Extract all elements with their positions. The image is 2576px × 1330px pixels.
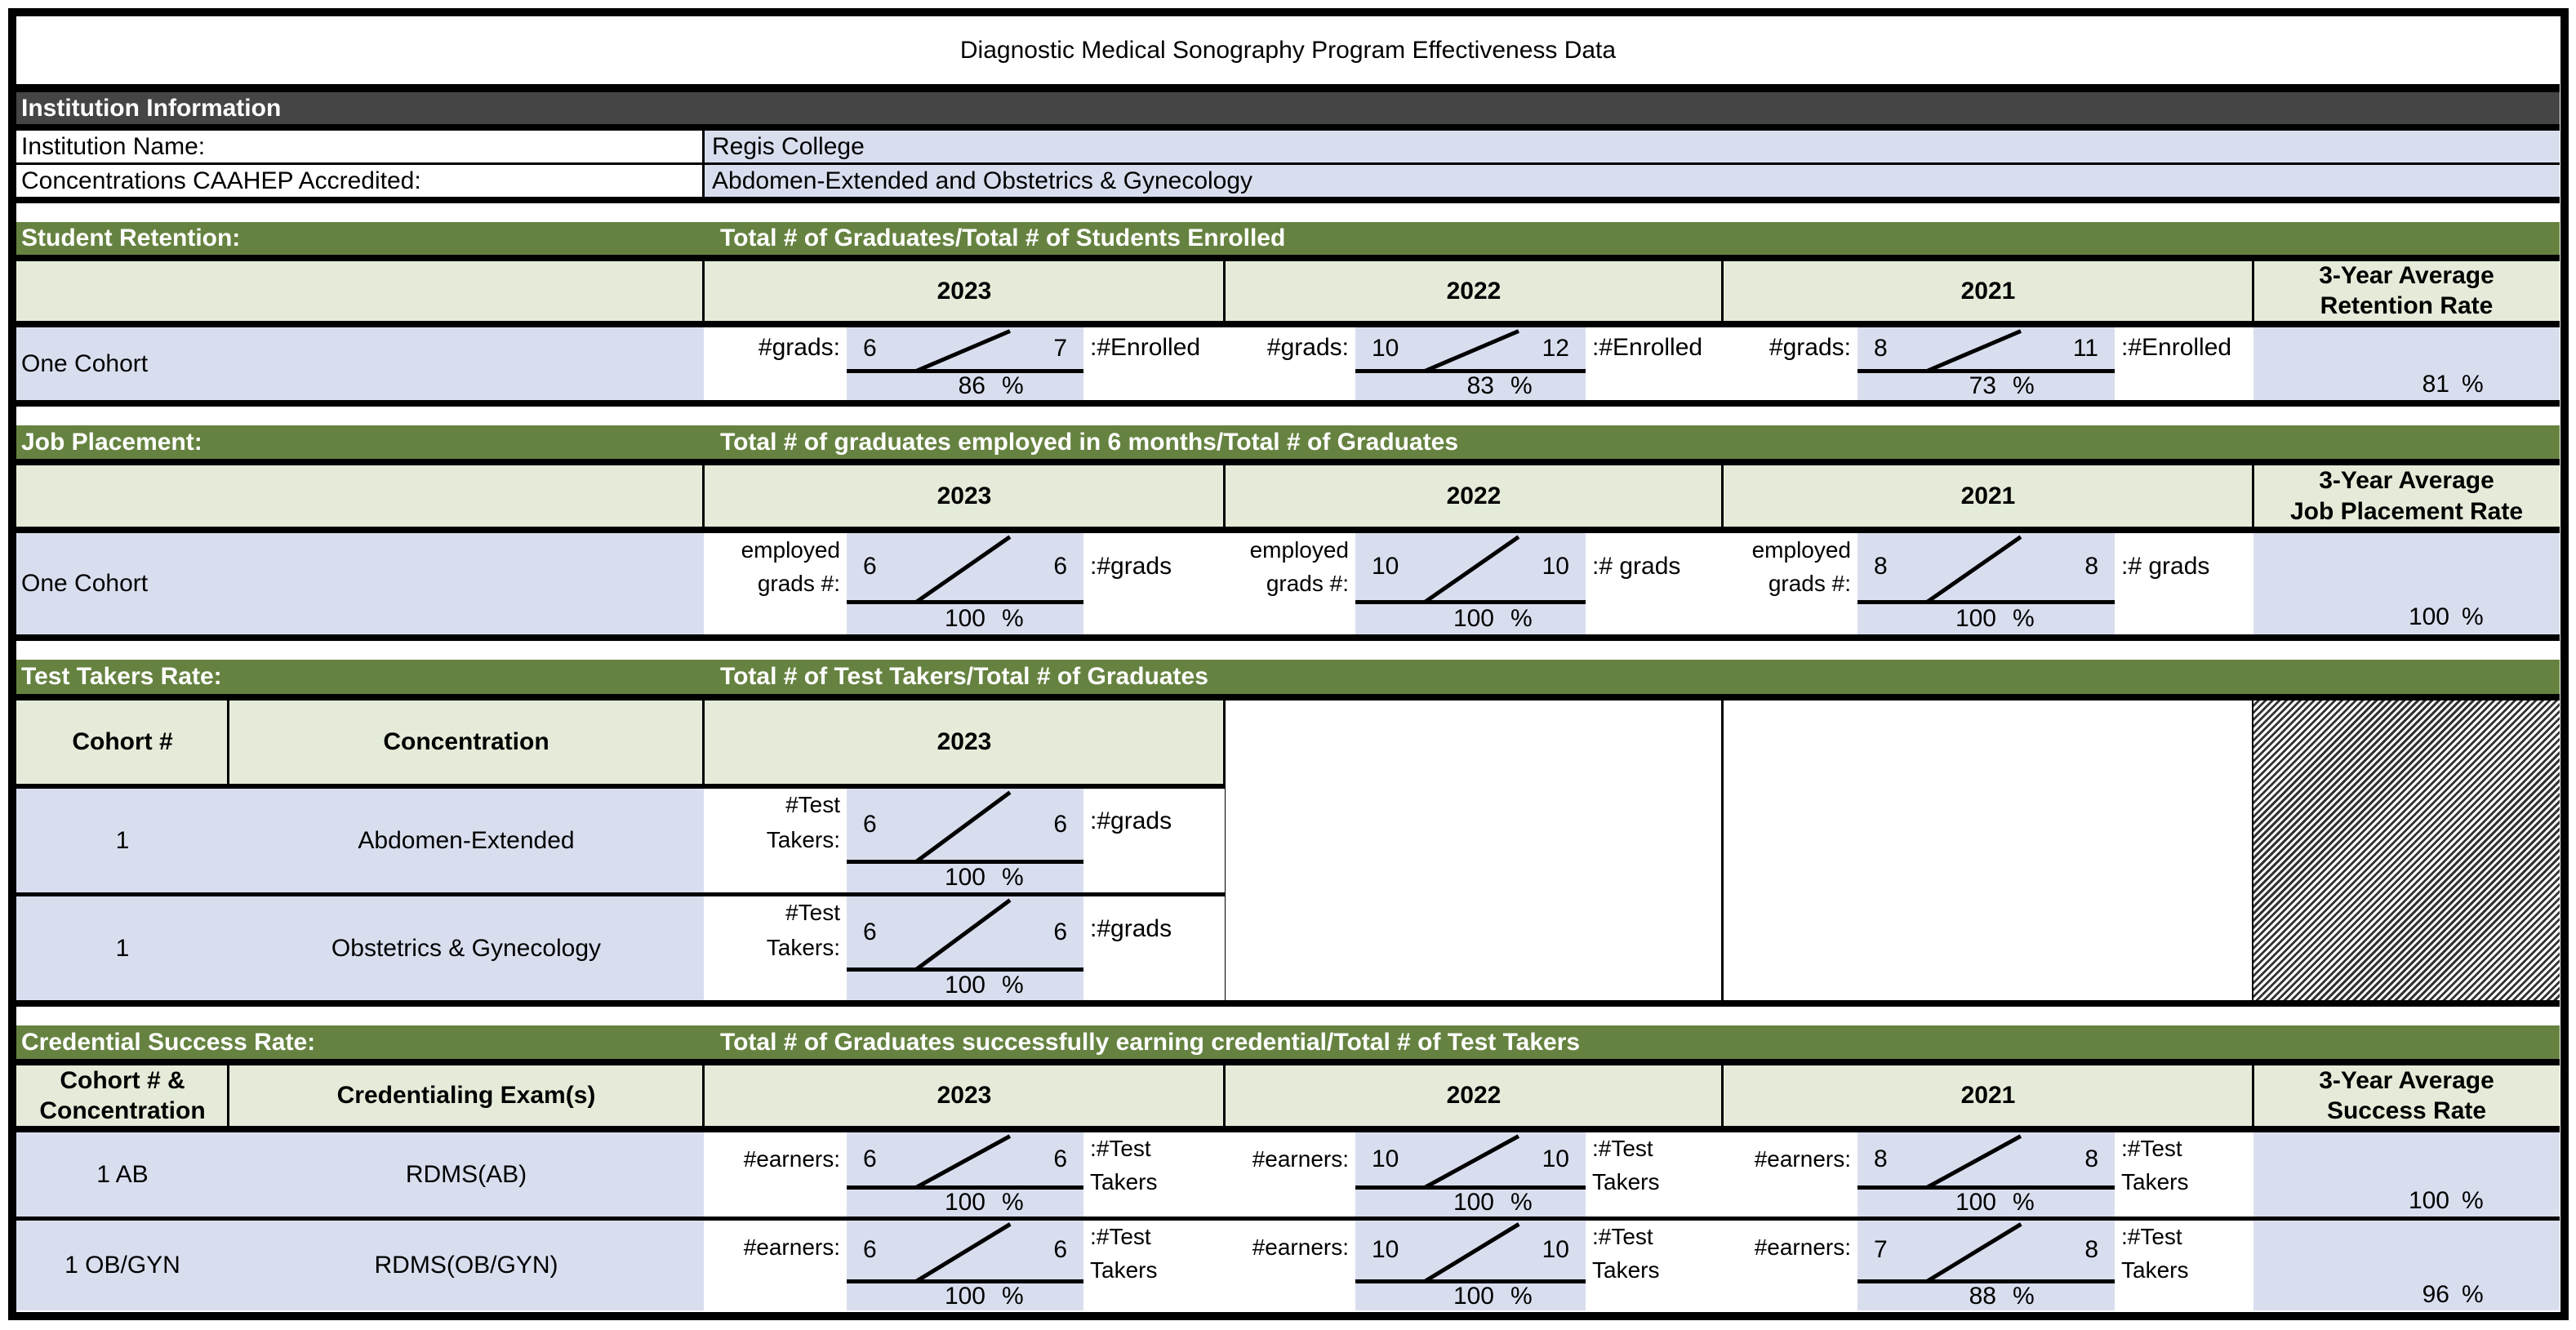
takers-label: Takers	[1090, 1169, 1158, 1194]
section-job-placement	[16, 425, 2560, 459]
enrolled-label: :#Enrolled	[2121, 333, 2232, 361]
placement-denominator: 6	[1053, 553, 1067, 580]
percent-sign: %	[2462, 1187, 2484, 1214]
grads-label: :# grads	[1592, 553, 1681, 580]
section-description: Total # of Test Takers/Total # of Graduates	[720, 663, 1208, 690]
credential-percent: 88	[1969, 1283, 1996, 1310]
test-label: #Test	[785, 792, 840, 817]
year-header: 2023	[937, 482, 992, 509]
placement-denominator: 10	[1542, 553, 1569, 580]
placement-numerator: 10	[1372, 553, 1399, 580]
credential-percent: 100	[1453, 1283, 1494, 1310]
grads-label: #grads:	[1266, 333, 1349, 361]
credential-percent: 100	[1955, 1189, 1996, 1216]
grads-label: :#grads	[1090, 807, 1172, 834]
takers-label: Takers	[1592, 1169, 1660, 1194]
percent-sign: %	[2013, 372, 2035, 399]
percent-sign: %	[1002, 605, 1024, 632]
percent-sign: %	[2013, 1283, 2035, 1310]
retention-percent: 83	[1466, 372, 1494, 399]
credential-denominator: 8	[2084, 1145, 2098, 1172]
grads-label: grads #:	[1768, 571, 1851, 596]
divider	[16, 1126, 2560, 1132]
concentrations-value: Abdomen-Extended and Obstetrics & Gynecology	[712, 167, 1253, 194]
not-applicable-hatch	[2253, 701, 2560, 1000]
year-header: 2023	[937, 1082, 992, 1109]
percent-sign: %	[1510, 1189, 1533, 1216]
divider	[16, 124, 2560, 131]
percent-sign: %	[1510, 605, 1533, 632]
percent-sign: %	[1002, 372, 1024, 399]
percent-sign: %	[2462, 603, 2484, 630]
avg-header-line1: 3-Year Average	[2319, 1066, 2494, 1094]
avg-header-line1: 3-Year Average	[2319, 262, 2494, 289]
year-header: 2021	[1960, 1082, 2016, 1109]
section-description: Total # of Graduates successfully earning credential/Total # of Test Takers	[720, 1028, 1581, 1056]
percent-sign: %	[1510, 1283, 1533, 1310]
avg-header-line1: 3-Year Average	[2319, 467, 2494, 494]
cohort-concentration: 1 OB/GYN	[65, 1252, 180, 1279]
retention-denominator: 7	[1053, 334, 1067, 362]
cohort-concentration: 1 AB	[96, 1160, 149, 1188]
year-header: 2022	[1446, 1082, 1502, 1109]
test-label: :#Test	[1592, 1136, 1653, 1161]
takers-label: Takers	[1090, 1257, 1158, 1283]
divider	[16, 400, 2560, 407]
percent-sign: %	[2462, 1281, 2484, 1308]
divider	[702, 131, 705, 197]
test-label: :#Test	[1090, 1136, 1151, 1161]
retention-percent: 73	[1969, 372, 1996, 399]
test-takers-denominator: 6	[1053, 810, 1067, 838]
credential-numerator: 7	[1874, 1236, 1888, 1263]
takers-label: Takers	[1592, 1257, 1660, 1283]
grads-label: grads #:	[1266, 571, 1349, 596]
concentration: Obstetrics & Gynecology	[331, 934, 602, 962]
test-label: :#Test	[1592, 1224, 1653, 1249]
percent-sign: %	[2013, 605, 2035, 632]
credential-percent: 100	[944, 1189, 985, 1216]
test-label: :#Test	[2121, 1224, 2182, 1249]
year-header: 2023	[937, 277, 992, 305]
col-exam: Credentialing Exam(s)	[336, 1082, 596, 1109]
percent-sign: %	[1002, 1189, 1024, 1216]
takers-label: Takers:	[766, 934, 840, 960]
placement-numerator: 8	[1874, 553, 1888, 580]
percent-sign: %	[1002, 864, 1024, 891]
credential-numerator: 6	[863, 1236, 877, 1263]
takers-label: Takers	[2121, 1169, 2189, 1194]
divider	[16, 321, 2560, 327]
credential-average: 100	[2408, 1187, 2449, 1214]
credential-numerator: 6	[863, 1145, 877, 1172]
retention-denominator: 11	[2072, 334, 2098, 362]
section-institution-info: Institution Information	[16, 92, 2560, 124]
earners-label: #earners:	[1252, 1145, 1349, 1172]
percent-sign: %	[1002, 1283, 1024, 1310]
section-credential-success	[16, 1025, 2560, 1059]
test-takers-percent: 100	[944, 972, 985, 999]
section-description: Total # of Graduates/Total # of Students Enrolled	[720, 225, 1286, 251]
earners-label: #earners:	[1754, 1234, 1851, 1260]
test-label: :#Test	[1090, 1224, 1151, 1249]
row-label: One Cohort	[21, 349, 149, 377]
section-test-takers	[16, 660, 2560, 694]
cohort-number: 1	[115, 934, 130, 962]
placement-numerator: 6	[863, 553, 877, 580]
year-header: 2021	[1960, 277, 2016, 305]
section-label: Test Takers Rate:	[21, 663, 222, 690]
section-label: Student Retention:	[21, 225, 241, 251]
grads-label: #grads:	[1768, 333, 1851, 361]
test-label: #Test	[785, 900, 840, 925]
employed-label: employed	[1249, 537, 1349, 563]
earners-label: #earners:	[743, 1234, 840, 1260]
retention-numerator: 6	[863, 334, 877, 362]
enrolled-label: :#Enrolled	[1592, 333, 1703, 361]
employed-label: employed	[1751, 537, 1851, 563]
placement-denominator: 8	[2084, 553, 2098, 580]
credential-denominator: 10	[1542, 1236, 1569, 1263]
section-label: Credential Success Rate:	[21, 1028, 316, 1056]
avg-header-line2: Job Placement Rate	[2289, 497, 2524, 525]
takers-label: Takers	[2121, 1257, 2189, 1283]
row-label: One Cohort	[21, 570, 149, 597]
percent-sign: %	[2462, 371, 2484, 398]
credential-percent: 100	[1453, 1189, 1494, 1216]
credential-denominator: 8	[2084, 1236, 2098, 1263]
percent-sign: %	[1002, 972, 1024, 999]
divider	[16, 197, 2560, 203]
grads-label: :# grads	[2121, 553, 2210, 580]
credential-exam: RDMS(OB/GYN)	[374, 1252, 558, 1279]
retention-numerator: 10	[1372, 334, 1399, 362]
percent-sign: %	[1510, 372, 1533, 399]
concentration: Abdomen-Extended	[358, 826, 575, 854]
divider	[1721, 701, 1724, 1000]
placement-average: 100	[2408, 603, 2449, 630]
grads-label: :#grads	[1090, 915, 1172, 942]
year-header: 2023	[937, 728, 992, 755]
divider	[16, 459, 2560, 465]
institution-name-value: Regis College	[712, 132, 865, 160]
credential-exam: RDMS(AB)	[405, 1160, 527, 1188]
col-cohort-line1: Cohort # &	[60, 1066, 185, 1094]
year-header: 2021	[1960, 482, 2016, 509]
col-concentration: Concentration	[383, 728, 549, 755]
test-takers-denominator: 6	[1053, 918, 1067, 945]
institution-name-label: Institution Name:	[21, 132, 206, 160]
credential-denominator: 10	[1542, 1145, 1569, 1172]
enrolled-label: :#Enrolled	[1090, 333, 1201, 361]
divider	[16, 84, 2560, 92]
section-label: Job Placement:	[21, 428, 202, 456]
credential-average: 96	[2422, 1281, 2449, 1308]
divider	[16, 527, 2560, 533]
grads-label: #grads:	[758, 333, 840, 361]
placement-percent: 100	[1453, 605, 1494, 632]
earners-label: #earners:	[1252, 1234, 1349, 1260]
retention-denominator: 12	[1542, 334, 1569, 362]
credential-denominator: 6	[1053, 1236, 1067, 1263]
section-student-retention	[16, 222, 2560, 255]
divider	[16, 634, 2560, 641]
divider	[16, 1059, 2560, 1065]
col-cohort: Cohort #	[72, 728, 173, 755]
avg-header-line2: Retention Rate	[2320, 291, 2494, 319]
grads-label: :#grads	[1090, 553, 1172, 580]
retention-numerator: 8	[1874, 334, 1888, 362]
test-takers-numerator: 6	[863, 810, 877, 838]
retention-average: 81	[2422, 371, 2449, 398]
credential-numerator: 10	[1372, 1236, 1399, 1263]
takers-label: Takers:	[766, 826, 840, 852]
avg-header-line2: Success Rate	[2326, 1096, 2487, 1124]
earners-label: #earners:	[743, 1145, 840, 1172]
page-title: Diagnostic Medical Sonography Program Effectiveness Data	[959, 36, 1617, 64]
section-description: Total # of graduates employed in 6 months/Total # of Graduates	[720, 428, 1459, 456]
divider	[16, 1000, 2560, 1007]
test-label: :#Test	[2121, 1136, 2182, 1161]
credential-percent: 100	[944, 1283, 985, 1310]
divider	[16, 694, 2560, 701]
retention-percent: 86	[958, 372, 985, 399]
concentrations-label: Concentrations CAAHEP Accredited:	[21, 167, 421, 194]
test-takers-numerator: 6	[863, 918, 877, 945]
cohort-number: 1	[115, 826, 130, 854]
test-takers-percent: 100	[944, 864, 985, 891]
credential-denominator: 6	[1053, 1145, 1067, 1172]
year-header: 2022	[1446, 277, 1502, 305]
employed-label: employed	[741, 537, 840, 563]
placement-percent: 100	[944, 605, 985, 632]
percent-sign: %	[2013, 1189, 2035, 1216]
earners-label: #earners:	[1754, 1145, 1851, 1172]
placement-percent: 100	[1955, 605, 1996, 632]
credential-numerator: 8	[1874, 1145, 1888, 1172]
divider	[16, 255, 2560, 261]
grads-label: grads #:	[757, 571, 840, 596]
year-header: 2022	[1446, 482, 1502, 509]
credential-numerator: 10	[1372, 1145, 1399, 1172]
col-cohort-line2: Concentration	[39, 1096, 206, 1124]
